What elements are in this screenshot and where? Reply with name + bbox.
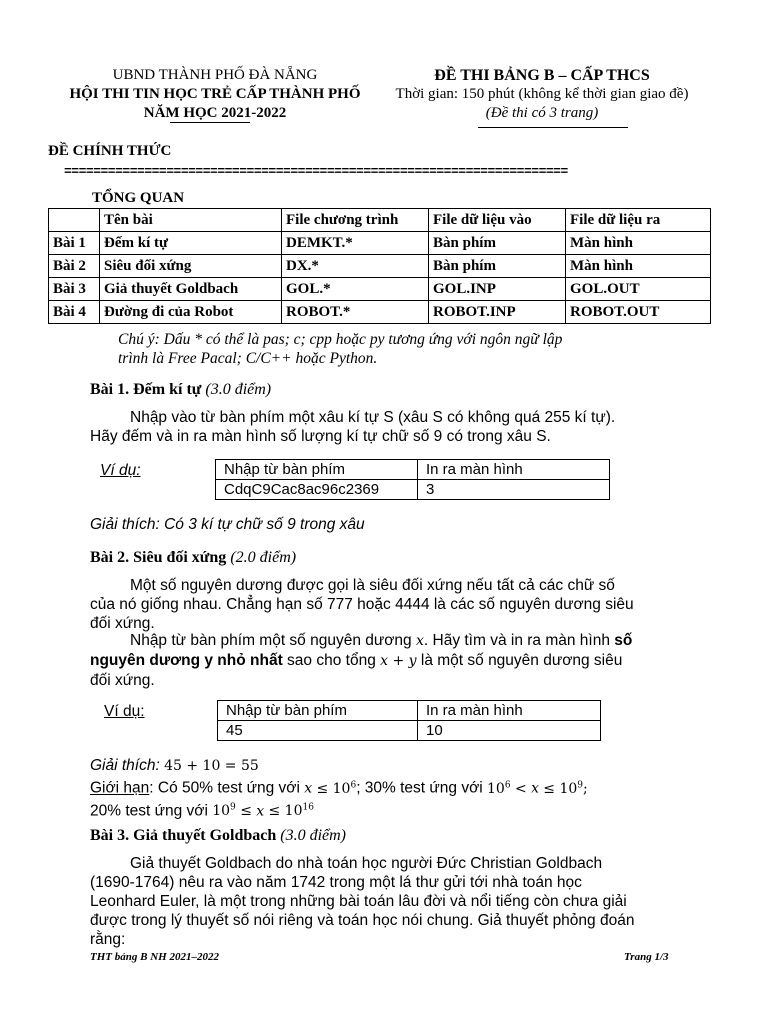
note-line-1: Chú ý: Dấu * có thể là pas; c; cpp hoặc py tương ứng với ngôn ngữ lập (118, 331, 563, 348)
problem-2-line-3: đối xứng. (90, 615, 155, 632)
problem-3-title: Bài 3. Giả thuyết Goldbach (90, 827, 277, 844)
table-cell: Siêu đối xứng (100, 255, 282, 278)
p2-bold-2: nguyên dương y nhỏ nhất (90, 652, 283, 669)
table-row (216, 480, 610, 500)
footer-page-number: Trang 1/3 (624, 951, 669, 963)
footer-left: THT bảng B NH 2021–2022 (90, 951, 219, 963)
problem-2-p2-line-2 (90, 651, 676, 671)
table-cell: Màn hình (566, 232, 711, 255)
problem-3-points: (3.0 điểm) (280, 827, 347, 844)
table-cell: Bài 3 (49, 278, 100, 301)
exam-time: Thời gian: 150 phút (không kể thời gian giao đề) (395, 86, 689, 102)
problem-3-line-3: Leonhard Euler, là một trong những bài toán lâu đời và nổi tiếng còn chưa giải (90, 893, 627, 910)
limits-text-b: ; 30% test ứng với (356, 779, 483, 797)
table-cell: DEMKT.* (282, 232, 429, 255)
limits-line-1: Giới hạn: Có 50% test ứng với $x \le 10^6$; 30% test ứng với $10^6 < x \le 10^9$; (90, 779, 588, 797)
table-cell: DX.* (282, 255, 429, 278)
limits-label: Giới hạn (90, 779, 150, 797)
table-cell: Bài 2 (49, 255, 100, 278)
problem-1-example-table (215, 459, 610, 500)
p2-text-a: Nhập từ bàn phím một số nguyên dương (130, 632, 412, 649)
table-cell: Bàn phím (429, 232, 566, 255)
table-row (49, 278, 711, 301)
table-cell: ROBOT.OUT (566, 301, 711, 324)
table-row (49, 301, 711, 324)
explanation-label: Giải thích: (90, 757, 160, 774)
table-row (218, 701, 601, 721)
note-line-2: trình là Free Pacal; C/C++ hoặc Python. (118, 350, 378, 367)
problem-1-line-2: Hãy đếm và in ra màn hình số lượng kí tự chữ số 9 có trong xâu S. (90, 428, 551, 445)
table-cell: 3 (418, 480, 610, 500)
table-cell: 10 (418, 721, 601, 741)
problem-1-heading (90, 381, 271, 399)
problem-3-text (90, 854, 676, 949)
p2-bold-1: số (614, 632, 633, 649)
table-cell: GOL.INP (429, 278, 566, 301)
table-cell: Đường đi của Robot (100, 301, 282, 324)
org-line-1: UBND THÀNH PHỐ ĐÀ NẴNG (112, 67, 318, 83)
separator-line: ===================================================================== (64, 164, 568, 179)
problem-1-example-label: Ví dụ: (100, 462, 141, 479)
table-cell: Bàn phím (429, 255, 566, 278)
table-cell: Bài 4 (49, 301, 100, 324)
table-header: File dữ liệu vào (429, 209, 566, 232)
table-header: In ra màn hình (418, 460, 610, 480)
problem-2-example-label: Ví dụ: (104, 703, 145, 720)
table-header: In ra màn hình (418, 701, 601, 721)
problem-1-text (90, 408, 676, 446)
problem-2-paragraph-1 (90, 576, 676, 633)
exam-title: ĐỀ THI BẢNG B – CẤP THCS (434, 67, 650, 84)
table-cell: GOL.* (282, 278, 429, 301)
p2-text-d: là một số nguyên dương siêu (420, 652, 623, 669)
problem-2-heading (90, 549, 296, 567)
table-row (49, 255, 711, 278)
exam-pages: (Đề thi có 3 trang) (485, 105, 599, 121)
header-exam (382, 66, 702, 123)
table-header: Nhập từ bàn phím (218, 701, 418, 721)
problem-2-p2-line-3: đối xứng. (90, 672, 155, 689)
table-cell: CdqC9Cac8ac96c2369 (216, 480, 418, 500)
problem-2-line-2: của nó giống nhau. Chẳng hạn số 777 hoặc 4444 là các số nguyên dương siêu (90, 596, 634, 613)
exp-6: 6 (350, 780, 357, 790)
problem-1-title: Bài 1. Đếm kí tự (90, 381, 202, 398)
exp-9-b: 9 (230, 802, 236, 813)
table-row (49, 209, 711, 232)
table-header: File chương trình (282, 209, 429, 232)
limits-line-2: 20% test ứng với $10^9 \le x \le 10^{16}$ (90, 802, 314, 820)
exp-9: 9 (577, 780, 584, 790)
org-underline (170, 122, 250, 123)
table-row (218, 721, 601, 741)
explanation-expr: 45 + 10 = 55 (164, 758, 259, 774)
problem-2-example-table (217, 700, 601, 741)
p2-var-x: x (415, 633, 424, 649)
table-cell: ROBOT.* (282, 301, 429, 324)
limits-text-a: : Có 50% test ứng với (149, 779, 300, 797)
org-line-3: NĂM HỌC 2021-2022 (143, 105, 287, 121)
p2-text-c: sao cho tổng (287, 652, 376, 669)
overview-table (48, 208, 711, 324)
problem-2-points: (2.0 điểm) (230, 549, 297, 566)
problem-3-line-2: (1690-1764) nêu ra vào năm 1742 trong một lá thư gửi tới nhà toán học (90, 874, 582, 891)
problem-1-points: (3.0 điểm) (205, 381, 272, 398)
problem-1-line-1: Nhập vào từ bàn phím một xâu kí tự S (xâu S có không quá 255 kí tự). (130, 409, 616, 426)
table-cell: Đếm kí tự (100, 232, 282, 255)
table-row (49, 232, 711, 255)
problem-3-line-4: được trong lý thuyết số nói riêng và toán học nói chung. Giả thuyết phỏng đoán (90, 912, 635, 929)
table-cell: 45 (218, 721, 418, 741)
problem-3-heading (90, 827, 346, 845)
problem-2-line-1: Một số nguyên dương được gọi là siêu đối xứng nếu tất cả các chữ số (130, 577, 615, 594)
overview-title: TỔNG QUAN (92, 190, 185, 206)
table-cell: Màn hình (566, 255, 711, 278)
problem-2-limits (90, 776, 676, 821)
problem-2-p2-line-1 (90, 631, 676, 651)
problem-3-line-5: rằng: (90, 931, 126, 948)
official-label: ĐỀ CHÍNH THỨC (48, 143, 172, 159)
exp-16: 16 (302, 802, 314, 813)
org-line-2: HỘI THI TIN HỌC TRẺ CẤP THÀNH PHỐ (69, 86, 361, 102)
overview-note (118, 330, 562, 368)
p2-text-b: . Hãy tìm và in ra màn hình (423, 632, 610, 649)
table-header: Tên bài (100, 209, 282, 232)
problem-1-explanation: Giải thích: Có 3 kí tự chữ số 9 trong xâu (90, 516, 365, 533)
problem-2-paragraph-2 (90, 631, 676, 690)
table-cell: ROBOT.INP (429, 301, 566, 324)
problem-2-title: Bài 2. Siêu đối xứng (90, 549, 227, 566)
table-header: File dữ liệu ra (566, 209, 711, 232)
header-organization (40, 66, 390, 123)
table-cell (49, 209, 100, 232)
limits-text-c: 20% test ứng với (90, 802, 208, 820)
table-cell: Bài 1 (49, 232, 100, 255)
table-cell: Giả thuyết Goldbach (100, 278, 282, 301)
table-header: Nhập từ bàn phím (216, 460, 418, 480)
exam-underline (478, 127, 628, 128)
table-cell: GOL.OUT (566, 278, 711, 301)
problem-2-explanation (90, 757, 259, 775)
table-row (216, 460, 610, 480)
problem-3-line-1: Giả thuyết Goldbach do nhà toán học người Đức Christian Goldbach (130, 855, 603, 872)
exp-6-b: 6 (504, 780, 511, 790)
p2-expr: x + y (380, 653, 417, 669)
